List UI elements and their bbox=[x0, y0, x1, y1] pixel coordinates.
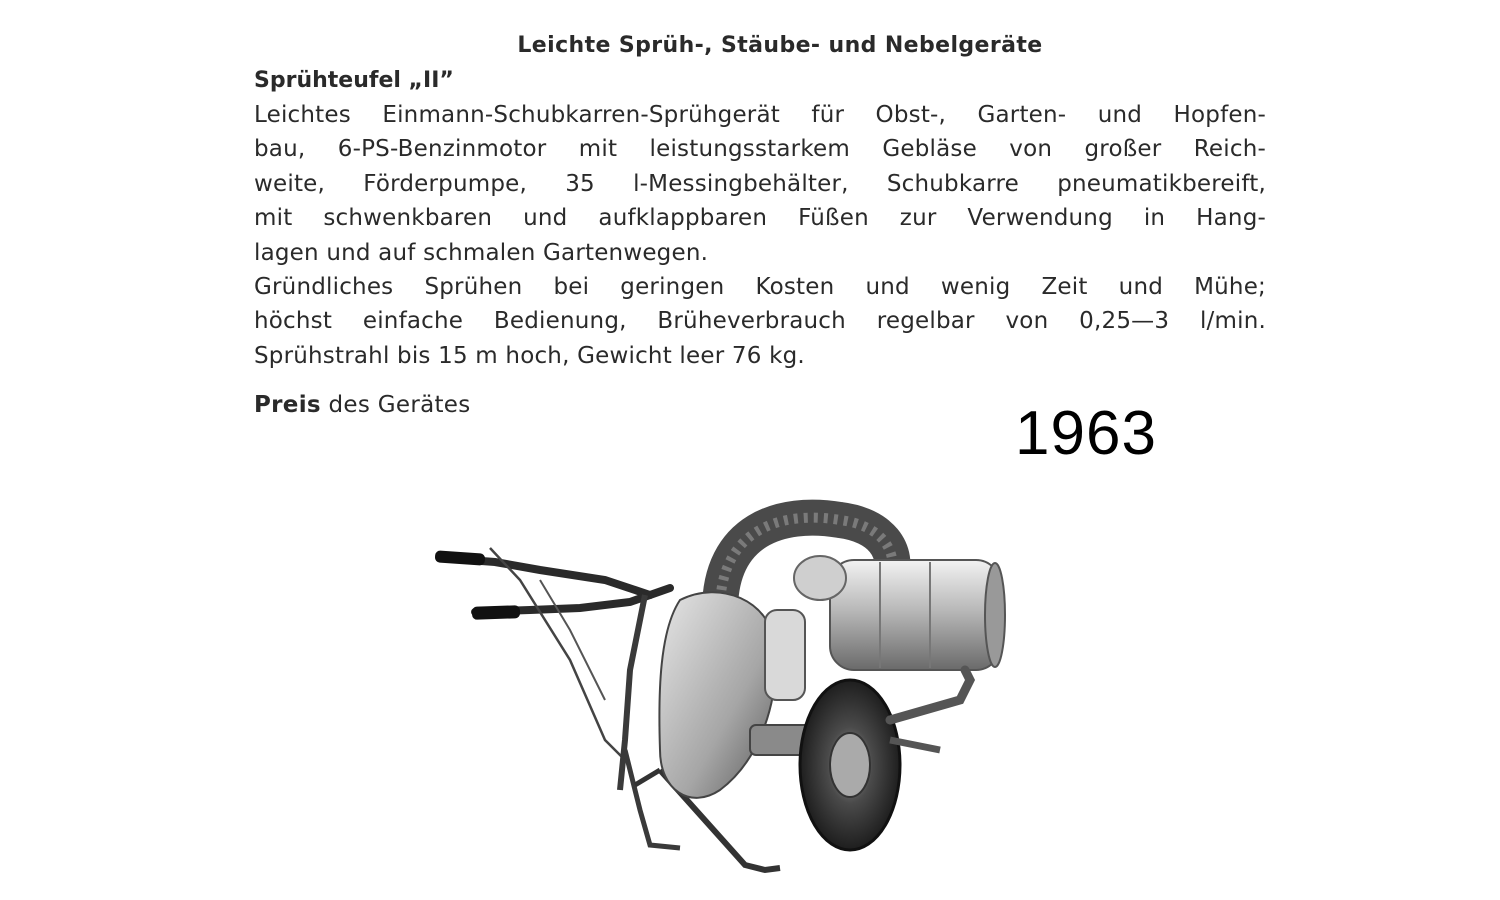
description-line: lagen und auf schmalen Gartenwegen. bbox=[254, 239, 709, 266]
features-paragraph bbox=[254, 270, 1266, 373]
features-line: höchst einfache Bedienung, Brüheverbrauch regelbar von 0,25—3 l/min. bbox=[254, 308, 1266, 335]
description-line: Leichtes Einmann-Schubkarren-Sprühgerät für Obst-, Garten- und Hopfen- bbox=[254, 102, 1266, 128]
catalog-page bbox=[254, 30, 1266, 421]
description-line: mit schwenkbaren und aufklappbaren Füßen zur Verwendung in Hang- bbox=[254, 205, 1266, 232]
product-name: Sprühteufel „II” bbox=[254, 68, 454, 93]
sprayer-wheelbarrow-photo bbox=[420, 470, 1040, 890]
features-line: Sprühstrahl bis 15 m hoch, Gewicht leer 76 kg. bbox=[254, 342, 805, 369]
section-heading: Leichte Sprüh-, Stäube- und Nebelgeräte bbox=[517, 33, 1043, 58]
year-label: 1963 bbox=[1015, 399, 1157, 468]
price-label: Preis bbox=[254, 392, 321, 419]
features-line: Gründliches Sprühen bei geringen Kosten und wenig Zeit und Mühe; bbox=[254, 274, 1266, 301]
description-paragraph bbox=[254, 98, 1266, 270]
description-line: bau, 6-PS-Benzinmotor mit leistungsstarkem Gebläse von großer Reich- bbox=[254, 136, 1266, 163]
description-line: weite, Förderpumpe, 35 l-Messingbehälter, Schubkarre pneumatikbereift, bbox=[254, 170, 1266, 197]
price-text: des Gerätes bbox=[328, 392, 471, 419]
